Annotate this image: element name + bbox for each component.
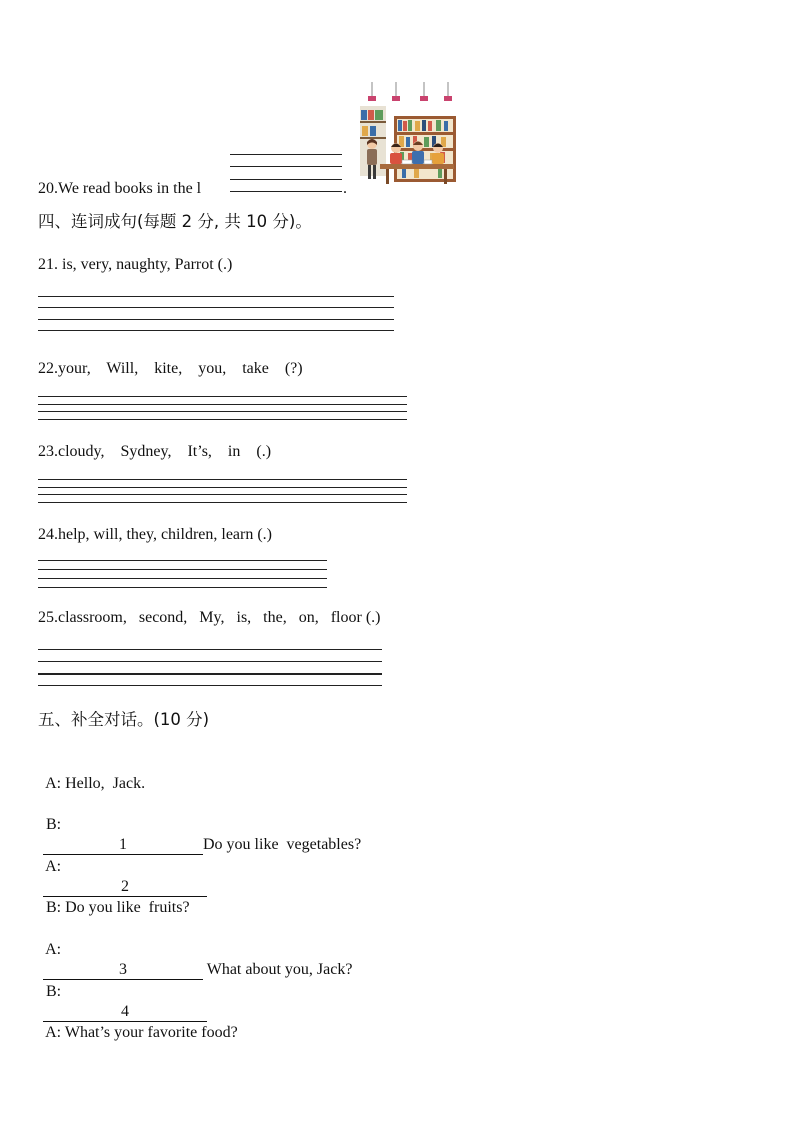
dialogue-text: What about you, Jack? xyxy=(203,961,353,978)
answer-line xyxy=(38,494,407,495)
answer-line xyxy=(38,307,394,308)
answer-line xyxy=(38,560,327,561)
answer-line xyxy=(38,319,394,320)
q20-answer-line-3 xyxy=(230,179,342,180)
section-4-title: 四、连词成句(每题 2 分, 共 10 分)。 xyxy=(38,212,312,231)
answer-line xyxy=(38,396,407,397)
dialogue-line xyxy=(38,754,145,794)
speaker-label: A: xyxy=(45,858,62,875)
q20-answer-line-2 xyxy=(230,166,342,167)
blank-number: 2 xyxy=(121,878,129,895)
question-21: 21. is, very, naughty, Parrot (.) xyxy=(38,256,233,273)
q20-text: 20.We read books in the l xyxy=(38,180,202,197)
answer-line xyxy=(38,404,407,405)
speaker-label: B: xyxy=(46,899,62,916)
q20-answer-line-1 xyxy=(230,154,342,155)
answer-line xyxy=(38,411,407,412)
speaker-label: B: xyxy=(46,983,62,1000)
q20-end: . xyxy=(343,180,347,197)
answer-line xyxy=(38,661,382,662)
answer-line xyxy=(38,685,382,686)
question-24: 24.help, will, they, children, learn (.) xyxy=(38,526,272,543)
answer-line xyxy=(38,569,327,570)
blank-number: 1 xyxy=(119,836,127,853)
answer-line xyxy=(38,330,394,331)
answer-line xyxy=(38,578,327,579)
answer-line xyxy=(38,296,394,297)
section-5-title: 五、补全对话。(10 分) xyxy=(38,710,210,729)
answer-line xyxy=(38,502,407,503)
answer-line xyxy=(38,479,407,480)
answer-line xyxy=(38,649,382,650)
speaker-label: B: xyxy=(46,816,62,833)
q20-answer-line-4 xyxy=(230,191,342,192)
library-illustration-icon xyxy=(358,82,458,186)
question-25: 25.classroom, second, My, is, the, on, floor (.) xyxy=(38,609,381,626)
answer-line xyxy=(38,673,382,675)
speaker-label: A: xyxy=(45,941,62,958)
speaker-label: A: xyxy=(45,775,62,792)
dialogue-text: What’s your favorite food? xyxy=(61,1024,238,1041)
dialogue-line xyxy=(38,1003,238,1043)
answer-line xyxy=(38,487,407,488)
dialogue-text: Hello, Jack. xyxy=(61,775,146,792)
dialogue-line xyxy=(38,878,190,918)
answer-line xyxy=(38,419,407,420)
answer-line xyxy=(38,587,327,588)
blank-number: 3 xyxy=(119,961,127,978)
blank-number: 4 xyxy=(121,1003,129,1020)
question-22: 22.your, Will, kite, you, take (?) xyxy=(38,360,303,377)
speaker-label: A: xyxy=(45,1024,62,1041)
dialogue-text: Do you like fruits? xyxy=(61,899,190,916)
dialogue-text: Do you like vegetables? xyxy=(203,836,362,853)
question-23: 23.cloudy, Sydney, It’s, in (.) xyxy=(38,443,272,460)
